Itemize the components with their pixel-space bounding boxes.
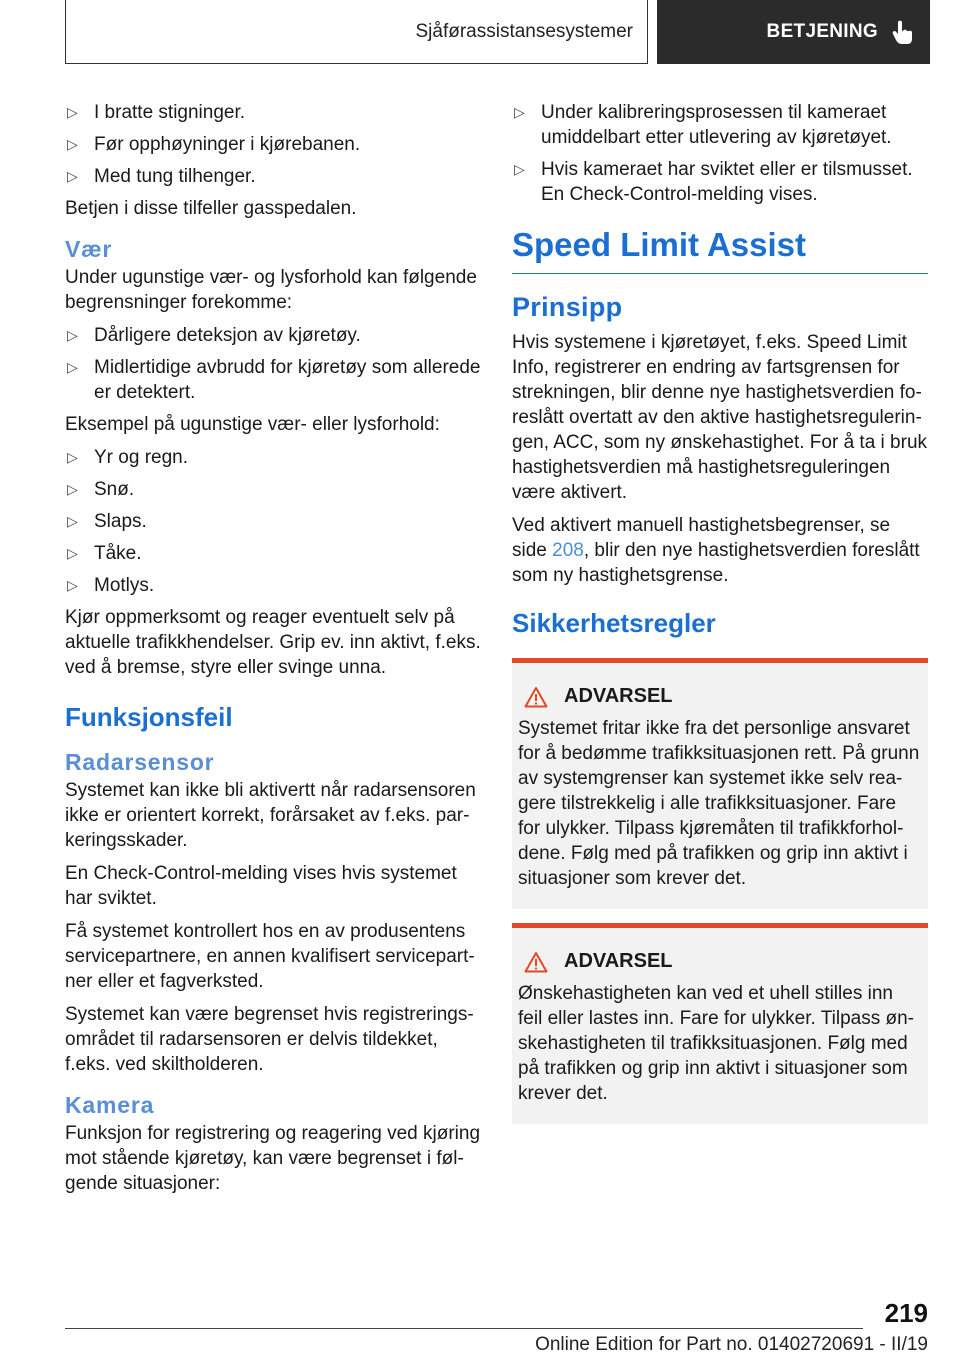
triangle-bullet-icon: ▷	[514, 104, 525, 120]
bullet-list-weather	[65, 445, 483, 598]
triangle-bullet-icon: ▷	[67, 359, 78, 375]
heading-funksjonsfeil: Funksjonsfeil	[65, 702, 233, 732]
header-section-tab	[65, 0, 648, 64]
triangle-bullet-icon: ▷	[514, 161, 525, 177]
heading-speed-limit-assist: Speed Limit Assist	[512, 225, 928, 274]
triangle-bullet-icon: ▷	[67, 481, 78, 497]
warning-triangle-icon	[524, 951, 548, 973]
subheading-vaer: Vær	[65, 236, 113, 262]
triangle-bullet-icon: ▷	[67, 513, 78, 529]
left-column	[65, 100, 483, 1204]
paragraph: Få systemet kontrollert hos en av produsentens servicepartnere, en annen kvalifisert servicepartner eller et fagverksted.	[65, 921, 475, 992]
paragraph: Hvis systemene i kjøretøyet, f.eks. Speed Limit Info, registrerer en endring av fartsgrensen for strekningen, blir denne nye hastighetsverdien foreslått overtatt av den aktive hastighetsreguleringen, ACC, som ny ønskehastighet. For å ta i bruk hastighetsverdien må hastighetsreguleringen være aktivert.	[512, 332, 928, 503]
list-item: ▷ Dårligere deteksjon av kjøretøy.	[67, 325, 361, 346]
list-item: ▷ Yr og regn.	[67, 447, 188, 468]
triangle-bullet-icon: ▷	[67, 136, 78, 152]
triangle-bullet-icon: ▷	[67, 327, 78, 343]
list-item: ▷ Tåke.	[67, 543, 142, 564]
list-item: ▷ Slaps.	[67, 511, 147, 532]
paragraph: Kjør oppmerksomt og reager eventuelt selv på aktuelle trafikkhendelser. Grip ev. inn aktivt, f.eks. ved å bremse, styre eller svinge unna.	[65, 607, 481, 678]
paragraph: Betjen i disse tilfeller gasspedalen.	[65, 198, 357, 219]
bullet-list-limitations	[65, 323, 483, 405]
page-number: 219	[884, 1298, 928, 1328]
triangle-bullet-icon: ▷	[67, 168, 78, 184]
paragraph: Eksempel på ugunstige vær- eller lysforhold:	[65, 414, 440, 435]
warning-title: ADVARSEL	[518, 950, 922, 973]
paragraph: Under ugunstige vær- og lysforhold kan følgende begrensninger forekomme:	[65, 267, 477, 313]
footer-edition: Online Edition for Part no. 01402720691 - II/19	[535, 1334, 928, 1355]
list-item: ▷ Motlys.	[67, 575, 155, 596]
page-link-208[interactable]: 208	[552, 540, 584, 561]
heading-sikkerhetsregler: Sikkerhetsregler	[512, 608, 716, 638]
paragraph-with-link: Ved aktivert manuell hastighetsbegrenser, se side 208, blir den nye hastighetsverdien foreslått som ny hastighetsgrense.	[512, 515, 920, 586]
triangle-bullet-icon: ▷	[67, 577, 78, 593]
bullet-list-camera	[512, 100, 928, 207]
footer-divider	[65, 1328, 863, 1329]
subheading-radarsensor: Radarsensor	[65, 749, 215, 775]
warning-box-2	[512, 923, 928, 1124]
paragraph: Funksjon for registrering og reagering ved kjøring mot stående kjøretøy, kan være begrenset i følgende situasjoner:	[65, 1123, 481, 1194]
heading-prinsipp: Prinsipp	[512, 292, 623, 322]
list-item: ▷ Snø.	[67, 479, 135, 500]
right-column	[512, 100, 928, 1138]
triangle-bullet-icon: ▷	[67, 104, 78, 120]
header-section-title: Sjåførassistansesystemer	[415, 20, 633, 42]
pointing-hand-icon	[890, 19, 916, 45]
bullet-list-conditions	[65, 100, 483, 189]
warning-text: Systemet fritar ikke fra det personlige ansvaret for å bedømme trafikksituasjonen rett. På grunn av systemgrenser kan systemet ikke selv reagere tilstrekkelig i alle trafikksituasjoner. Fare for ulykker. Tilpass kjøremåten til trafikkforholdene. Følg med på trafikken og grip inn aktivt i situasjoner som krever det.	[518, 718, 920, 889]
paragraph: Systemet kan ikke bli aktivertt når radarsensoren ikke er orientert korrekt, forårsaket av f.eks. parkeringsskader.	[65, 780, 476, 851]
warning-box-1	[512, 658, 928, 909]
warning-triangle-icon	[524, 686, 548, 708]
triangle-bullet-icon: ▷	[67, 449, 78, 465]
warning-title: ADVARSEL	[518, 685, 922, 708]
header-chapter-tab	[657, 0, 930, 64]
triangle-bullet-icon: ▷	[67, 545, 78, 561]
list-item: ▷ Med tung tilhenger.	[67, 166, 256, 187]
header-chapter-title: BETJENING	[766, 21, 878, 42]
paragraph: En Check-Control-melding vises hvis systemet har sviktet.	[65, 863, 457, 909]
list-item: ▷ Under kalibreringsprosessen til kameraet umiddelbart etter utlevering av kjøretøyet.	[514, 102, 892, 148]
list-item: ▷ Midlertidige avbrudd for kjøretøy som allerede er detektert.	[67, 357, 481, 403]
warning-text: Ønskehastigheten kan ved et uhell stilles inn feil eller lastes inn. Fare for ulykker. Tilpass ønskehastigheten til trafikksituasjonen. Følg med på trafikken og grip inn aktivt i situasjoner som krever det.	[518, 983, 914, 1104]
list-item: ▷ I bratte stigninger.	[67, 102, 246, 123]
list-item: ▷ Hvis kameraet har sviktet eller er tilsmusset. En Check-Control-melding vises.	[514, 159, 913, 205]
list-item: ▷ Før opphøyninger i kjørebanen.	[67, 134, 361, 155]
paragraph: Systemet kan være begrenset hvis registreringsområdet til radarsensoren er delvis tildekket, f.eks. ved skiltholderen.	[65, 1004, 474, 1075]
subheading-kamera: Kamera	[65, 1092, 155, 1118]
